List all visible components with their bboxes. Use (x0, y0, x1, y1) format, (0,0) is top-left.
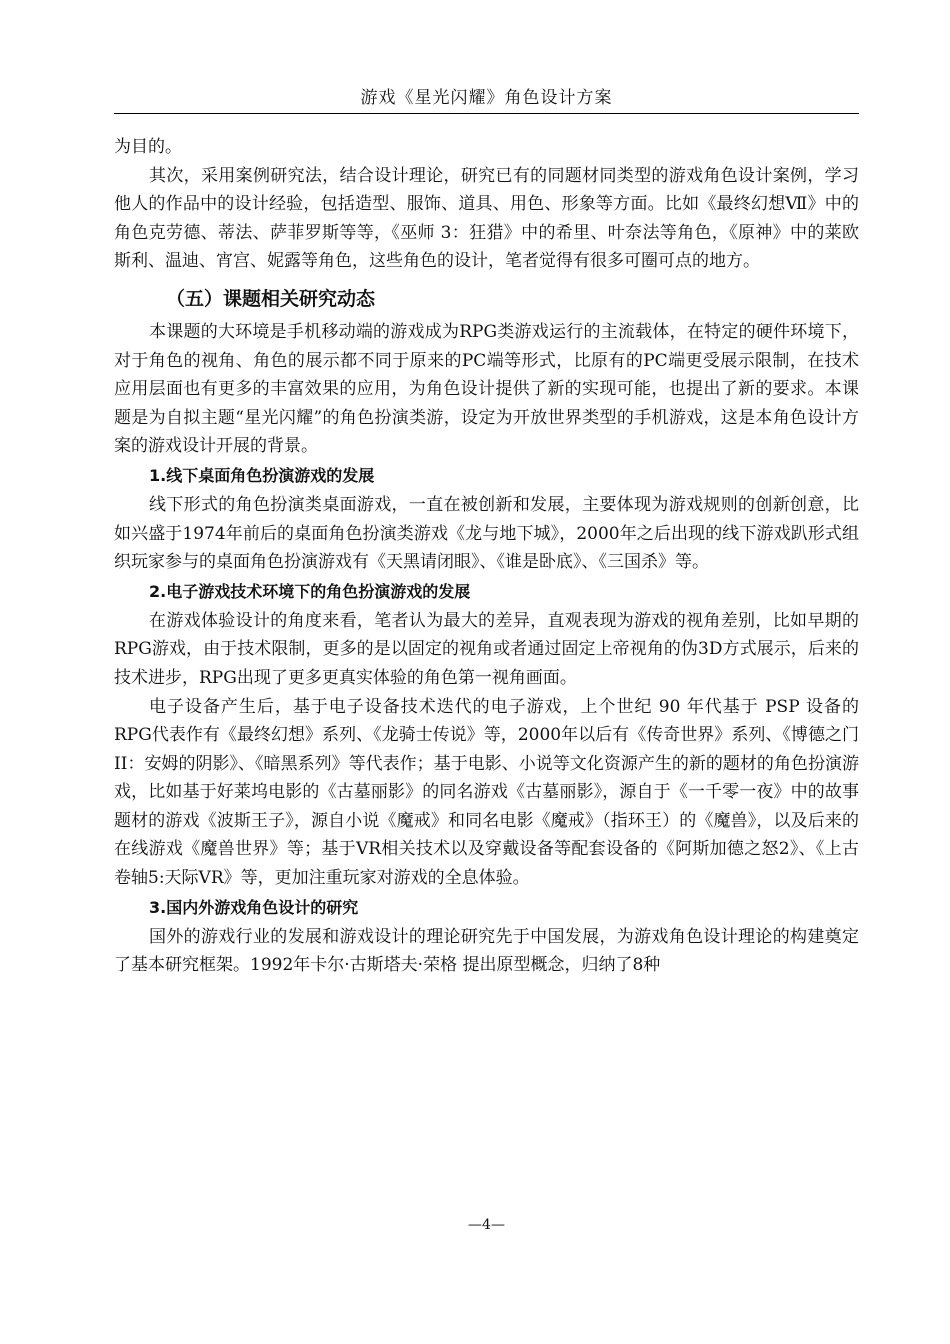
header-divider (114, 113, 859, 114)
paragraph-electronic-games: 电子设备产生后，基于电子设备技术迭代的电子游戏，上个世纪 90 年代基于 PSP 设备的RPG代表作有《最终幻想》系列、《龙骑士传说》等，2000年以后有《传奇世界》系列、《博德之门 II：安姆的阴影》、《暗黑系列》等代表作；基于电影、小说等文化资源产生的新的题材的角色扮演游戏，比如基于好莱坞电影的《古墓丽影》的同名游戏《古墓丽影》，源自于《一千零一夜》中的故事题材的游戏《波斯王子》，源自小说《魔戒》和同名电影《魔戒》（指环王）的《魔兽》，以及后来的在线游戏《魔兽世界》等；基于VR相关技术以及穿戴设备等配套设备的《阿斯加德之怒2》、《上古卷轴5:天际VR》等，更加注重玩家对游戏的全息体验。 (114, 696, 860, 889)
subheading-character-design-research: 3.国内外游戏角色设计的研究 (149, 897, 359, 917)
paragraph-continuation: 为目的。 (114, 137, 182, 157)
paragraph-tabletop-rpg: 线下形式的角色扮演类桌面游戏，一直在被创新和发展，主要体现为游戏规则的创新创意，比如兴盛于1974年前后的桌面角色扮演类游戏《龙与地下城》，2000年之后出现的线下游戏趴形式组织玩家参与的桌面角色扮演游戏有《天黑请闭眼》、《谁是卧底》、《三国杀》等。 (114, 494, 859, 573)
document-body (114, 133, 859, 980)
paragraph-foreign-research: 国外的游戏行业的发展和游戏设计的理论研究先于中国发展，为游戏角色设计理论的构建奠定了基本研究框架。1992年卡尔·古斯塔夫·荣格 提出原型概念，归纳了8种 (114, 926, 859, 976)
section-heading-research-trends: （五）课题相关研究动态 (166, 287, 376, 310)
page-header-title: 游戏《星光闪耀》角色设计方案 (360, 88, 613, 108)
subheading-electronic-rpg: 2.电子游戏技术环境下的角色扮演游戏的发展 (149, 581, 471, 601)
paragraph-background: 本课题的大环境是手机移动端的游戏成为RPG类游戏运行的主流载体，在特定的硬件环境下，对于角色的视角、角色的展示都不同于原来的PC端等形式，比原有的PC端更受展示限制，在技术应用层面也有更多的丰富效果的应用，为角色设计提供了新的实现可能，也提出了新的要求。本课题是为自拟主题“星光闪耀”的角色扮演类游，设定为开放世界类型的手机游戏，这是本角色设计方案的游戏设计开展的背景。 (114, 321, 859, 457)
paragraph-perspective: 在游戏体验设计的角度来看，笔者认为最大的差异，直观表现为游戏的视角差别，比如早期的RPG游戏，由于技术限制，更多的是以固定的视角或者通过固定上帝视角的伪3D方式展示，后来的技术进步，RPG出现了更多更真实体验的角色第一视角画面。 (114, 610, 859, 688)
paragraph-case-study: 其次，采用案例研究法，结合设计理论，研究已有的同题材同类型的游戏角色设计案例，学习他人的作品中的设计经验，包括造型、服饰、道具、用色、形象等方面。比如《最终幻想Ⅶ》中的角色克劳德、蒂法、萨菲罗斯等等，《巫师 3：狂猎》中的希里、叶奈法等角色，《原神》中的莱欧斯利、温迪、宵宫、妮露等角色，这些角色的设计，笔者觉得有很多可圈可点的地方。 (114, 165, 859, 272)
subheading-tabletop-rpg: 1.线下桌面角色扮演游戏的发展 (149, 465, 375, 485)
page-number: —4— (468, 1217, 505, 1233)
